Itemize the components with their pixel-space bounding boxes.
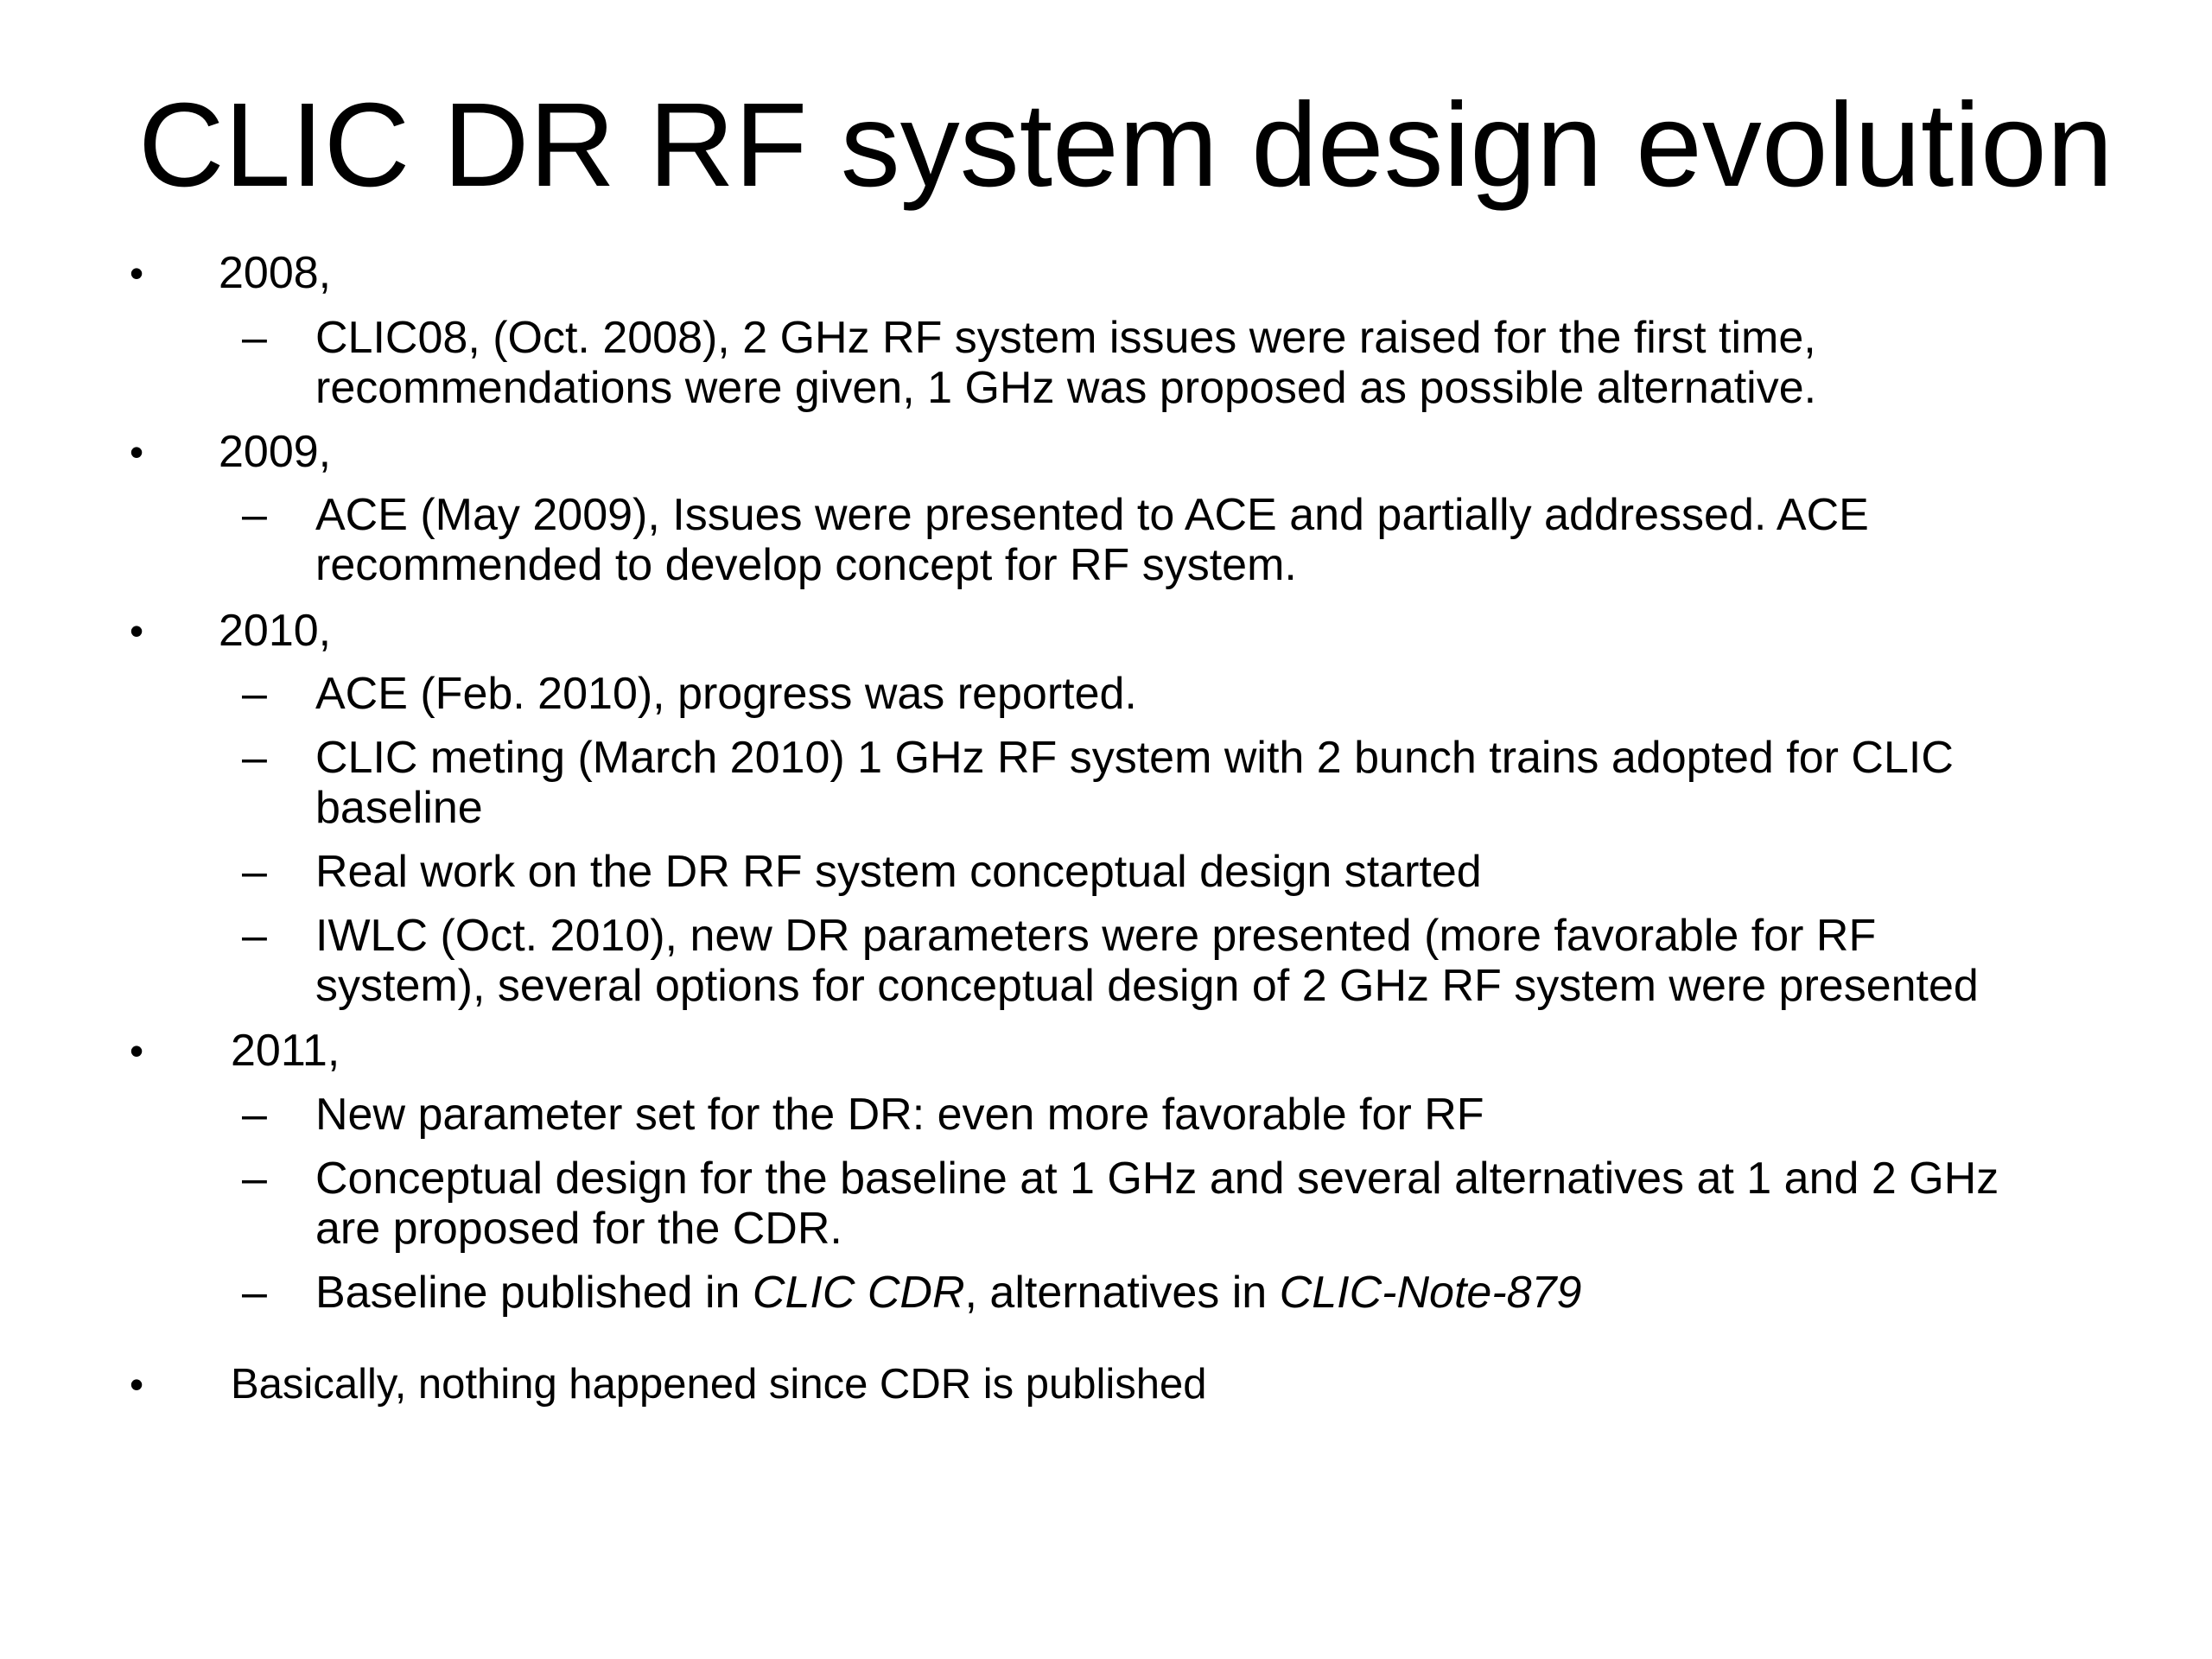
sub-item-text xyxy=(315,733,2173,833)
sub-item-line: baseline xyxy=(315,783,483,833)
bullet-year-2010: 2010, xyxy=(219,606,332,656)
sub-item-text xyxy=(315,1090,2173,1140)
sub-item-line: New parameter set for the DR: even more favorable for RF xyxy=(315,1090,1484,1140)
sub-item-line: CLIC meting (March 2010) 1 GHz RF system with 2 bunch trains adopted for CLIC xyxy=(315,733,1954,783)
sub-item-text xyxy=(315,847,2173,897)
sub-item-line: Conceptual design for the baseline at 1 GHz and several alternatives at 1 and 2 GHz xyxy=(315,1154,1999,1204)
clic-cdr-ref: CLIC CDR xyxy=(752,1268,965,1318)
bullet-dot: • xyxy=(130,1028,144,1073)
dash: – xyxy=(242,669,267,719)
sub-item-line: ACE (May 2009), Issues were presented to ACE and partially addressed. ACE xyxy=(315,490,1869,540)
slide-title: CLIC DR RF system design evolution xyxy=(138,79,2113,212)
dash: – xyxy=(242,313,267,363)
sub-item-line: IWLC (Oct. 2010), new DR parameters were presented (more favorable for RF xyxy=(315,911,1877,961)
dash: – xyxy=(242,1154,267,1204)
dash: – xyxy=(242,847,267,897)
closing-text: Basically, nothing happened since CDR is published xyxy=(231,1361,1207,1408)
sub-item-text xyxy=(315,911,2173,1011)
dash: – xyxy=(242,1268,267,1318)
clic-note-ref: CLIC-Note-879 xyxy=(1279,1268,1582,1318)
sub-item-text xyxy=(315,490,2173,590)
bullet-year-2009: 2009, xyxy=(219,427,332,477)
baseline-middle: , alternatives in xyxy=(964,1268,1280,1318)
sub-item-line: Real work on the DR RF system conceptual design started xyxy=(315,847,1482,897)
baseline-prefix: Baseline published in xyxy=(315,1268,753,1318)
bullet-dot: • xyxy=(130,608,144,653)
sub-item-text xyxy=(315,1154,2173,1254)
bullet-year-2008: 2008, xyxy=(219,248,332,298)
sub-item-line: recommended to develop concept for RF system. xyxy=(315,540,1297,590)
sub-item-text xyxy=(315,669,2173,719)
bullet-dot: • xyxy=(130,251,144,296)
dash: – xyxy=(242,733,267,783)
bullet-dot: • xyxy=(130,1362,144,1407)
dash: – xyxy=(242,490,267,540)
bullet-year-2011: 2011, xyxy=(231,1026,340,1076)
sub-item-text xyxy=(315,1268,2173,1318)
sub-item-line: CLIC08, (Oct. 2008), 2 GHz RF system issues were raised for the first time, xyxy=(315,313,1816,363)
sub-item-text xyxy=(315,313,2173,413)
dash: – xyxy=(242,911,267,961)
bullet-dot: • xyxy=(130,429,144,474)
dash: – xyxy=(242,1090,267,1140)
sub-item-line: are proposed for the CDR. xyxy=(315,1204,842,1254)
sub-item-line: system), several options for conceptual design of 2 GHz RF system were presented xyxy=(315,961,1979,1011)
sub-item-line: recommendations were given, 1 GHz was proposed as possible alternative. xyxy=(315,363,1817,413)
sub-item-line: ACE (Feb. 2010), progress was reported. xyxy=(315,669,1137,719)
